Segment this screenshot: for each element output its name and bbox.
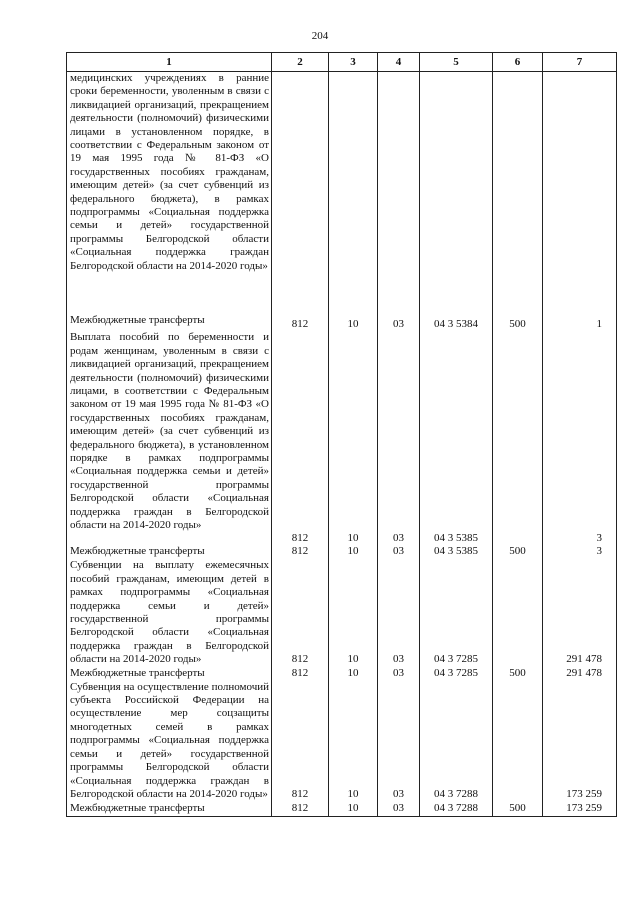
header-col-5: 5 xyxy=(420,53,493,72)
row-grbs xyxy=(272,72,329,315)
row-amount xyxy=(543,72,617,315)
header-col-6: 6 xyxy=(493,53,543,72)
header-col-2: 2 xyxy=(272,53,329,72)
table-row xyxy=(67,559,617,666)
row-expense-type: 500 xyxy=(493,545,543,559)
row-section: 10 xyxy=(329,667,378,681)
row-grbs: 812 xyxy=(272,314,329,331)
row-grbs: 812 xyxy=(272,559,329,666)
row-section: 10 xyxy=(329,545,378,559)
row-subsection: 03 xyxy=(378,667,420,681)
row-description: Межбюджетные трансферты xyxy=(67,314,272,331)
row-subsection: 03 xyxy=(378,314,420,331)
row-amount: 291 478 xyxy=(543,667,617,681)
header-col-3: 3 xyxy=(329,53,378,72)
row-subsection: 03 xyxy=(378,545,420,559)
row-expense-type: 500 xyxy=(493,314,543,331)
table-row xyxy=(67,802,617,817)
row-subsection: 03 xyxy=(378,802,420,817)
table-row xyxy=(67,72,617,315)
row-section: 10 xyxy=(329,802,378,817)
row-grbs: 812 xyxy=(272,331,329,545)
row-target-article xyxy=(420,72,493,315)
row-amount: 173 259 xyxy=(543,681,617,802)
table-row xyxy=(67,331,617,545)
row-expense-type xyxy=(493,681,543,802)
header-col-4: 4 xyxy=(378,53,420,72)
row-target-article: 04 3 7285 xyxy=(420,559,493,666)
row-grbs: 812 xyxy=(272,681,329,802)
header-col-1: 1 xyxy=(67,53,272,72)
page-number: 204 xyxy=(311,30,329,42)
row-grbs: 812 xyxy=(272,802,329,817)
row-target-article: 04 3 7288 xyxy=(420,802,493,817)
row-subsection xyxy=(378,72,420,315)
row-description: Межбюджетные трансферты xyxy=(67,802,272,817)
row-grbs: 812 xyxy=(272,545,329,559)
header-col-7: 7 xyxy=(543,53,617,72)
row-description: медицинских учреждениях в ранние сроки беременности, уволенным в связи с ликвидацией организаций, прекращением деятельности (полномочий) физическими лицами в установленном порядке, в соответствии с Федеральным законом от 19 мая 1995 года № 81-ФЗ «О государственных пособиях гражданам, имеющим детей» (за счет субвенций из федерального бюджета), в рамках подпрограммы «Социальная поддержка семьи и детей» государственной программы Белгородской области «Социальная поддержка граждан Белгородской области на 2014-2020 годы» xyxy=(67,72,272,315)
row-amount: 173 259 xyxy=(543,802,617,817)
row-section: 10 xyxy=(329,331,378,545)
row-subsection: 03 xyxy=(378,681,420,802)
row-expense-type: 500 xyxy=(493,802,543,817)
row-section xyxy=(329,72,378,315)
row-section: 10 xyxy=(329,681,378,802)
row-target-article: 04 3 5385 xyxy=(420,545,493,559)
row-description: Субвенция на осуществление полномочий субъекта Российской Федерации на осуществление мер соцзащиты многодетных семей в рамках подпрограммы «Социальная поддержка семьи и детей» государственной программы Белгородской области «Социальная поддержка граждан в Белгородской области на 2014-2020 годы» xyxy=(67,681,272,802)
row-amount: 3 xyxy=(543,331,617,545)
row-section: 10 xyxy=(329,314,378,331)
row-target-article: 04 3 7285 xyxy=(420,667,493,681)
row-description: Межбюджетные трансферты xyxy=(67,667,272,681)
row-amount: 291 478 xyxy=(543,559,617,666)
row-grbs: 812 xyxy=(272,667,329,681)
row-subsection: 03 xyxy=(378,559,420,666)
budget-table xyxy=(66,52,617,817)
row-description: Выплата пособий по беременности и родам женщинам, уволенным в связи с ликвидацией организаций, прекращением деятельности (полномочий) физическими лицами, в соответствии с Федеральным законом от 19 мая 1995 года № 81-ФЗ «О государственных пособиях гражданам, имеющим детей» (за счет субвенций из федерального бюджета), в установленном порядке в рамках подпрограммы «Социальная поддержка семьи и детей» государственной программы Белгородской области «Социальная поддержка граждан в Белгородской области на 2014-2020 годы» xyxy=(67,331,272,545)
row-target-article: 04 3 5385 xyxy=(420,331,493,545)
row-target-article: 04 3 7288 xyxy=(420,681,493,802)
row-amount: 3 xyxy=(543,545,617,559)
row-subsection: 03 xyxy=(378,331,420,545)
row-expense-type xyxy=(493,559,543,666)
table-row xyxy=(67,681,617,802)
row-expense-type xyxy=(493,331,543,545)
row-description: Субвенции на выплату ежемесячных пособий гражданам, имеющим детей в рамках подпрограммы «Социальная поддержка семьи и детей» государственной программы Белгородской области «Социальная поддержка граждан в Белгородской области на 2014-2020 годы» xyxy=(67,559,272,666)
row-section: 10 xyxy=(329,559,378,666)
row-expense-type xyxy=(493,72,543,315)
table-row xyxy=(67,545,617,559)
row-description: Межбюджетные трансферты xyxy=(67,545,272,559)
table-row xyxy=(67,314,617,331)
table-header-row xyxy=(67,53,617,72)
row-target-article: 04 3 5384 xyxy=(420,314,493,331)
table-row xyxy=(67,667,617,681)
row-expense-type: 500 xyxy=(493,667,543,681)
row-amount: 1 xyxy=(543,314,617,331)
